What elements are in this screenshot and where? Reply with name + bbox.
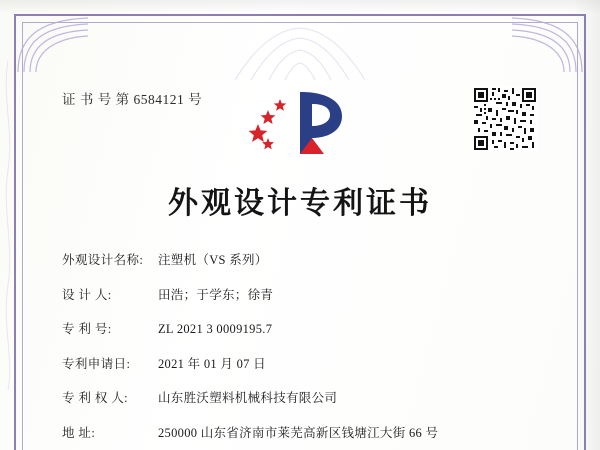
field-label: 外观设计名称: — [62, 253, 144, 267]
field-label: 设 计 人: — [62, 287, 112, 302]
field-row-patentee — [62, 388, 544, 406]
field-value: 田浩；于学东；徐青 — [158, 287, 274, 302]
field-row-patent-number — [62, 319, 544, 337]
field-label: 专 利 号: — [62, 322, 112, 336]
field-value: 250000 山东省济南市莱芜高新区钱塘江大街 66 号 — [158, 425, 439, 440]
field-label: 专利申请日: — [62, 356, 131, 371]
field-value: ZL 2021 3 0009195.7 — [158, 322, 273, 336]
field-row-design-name — [62, 250, 544, 268]
field-value: 注塑机（VS 系列） — [158, 253, 268, 267]
field-label: 专 利 权 人: — [62, 391, 129, 405]
field-row-address — [62, 423, 544, 441]
patent-office-emblem — [246, 84, 354, 162]
qr-code — [472, 86, 538, 152]
field-value: 山东胜沃塑料机械科技有限公司 — [158, 391, 338, 405]
field-list — [62, 250, 544, 450]
certificate-number: 证 书 号 第 6584121 号 — [62, 92, 203, 107]
field-value: 2021 年 01 月 07 日 — [158, 356, 266, 371]
ornament-watermark — [225, 18, 375, 88]
field-row-designer — [62, 285, 544, 303]
field-row-application-date — [62, 354, 544, 372]
field-label: 地 址: — [62, 425, 96, 440]
page-title: 外观设计专利证书 — [168, 186, 432, 221]
